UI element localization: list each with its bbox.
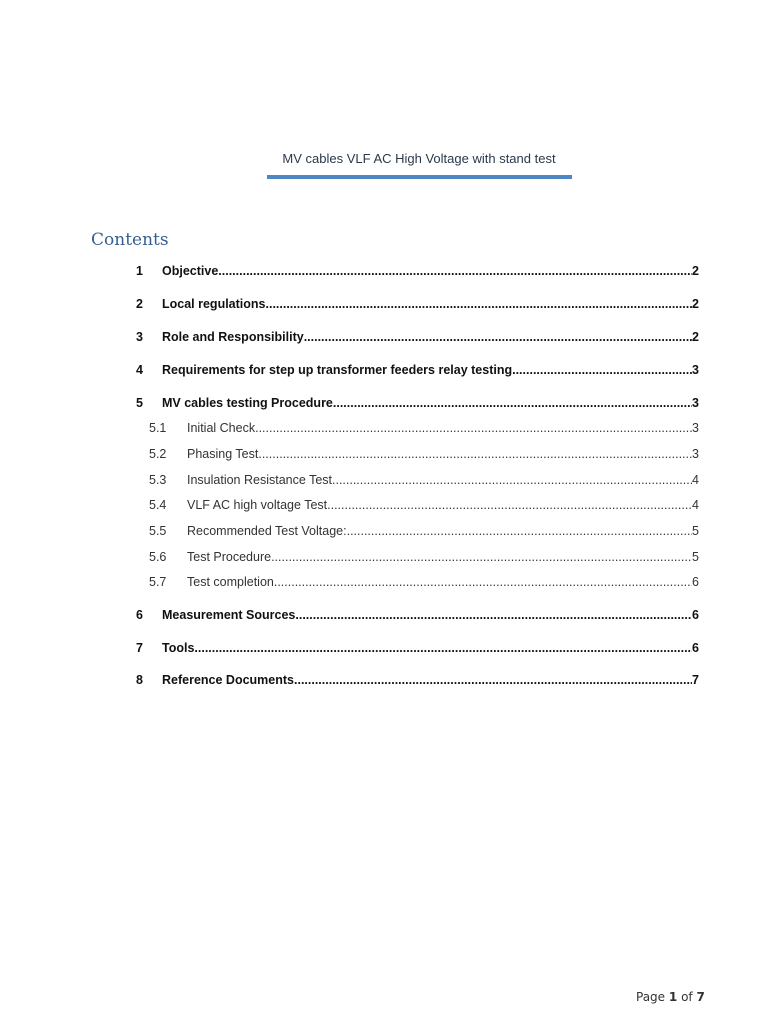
toc-entry-7[interactable]	[0, 641, 768, 659]
toc-number: 5.3	[149, 473, 167, 487]
toc-leader	[347, 524, 692, 538]
toc-page: 3	[692, 396, 699, 410]
toc-entry-5-4[interactable]	[0, 498, 768, 516]
toc-entry-5-7[interactable]	[0, 575, 768, 593]
document-title: MV cables VLF AC High Voltage with stand test	[282, 151, 556, 166]
toc-label[interactable]: MV cables testing Procedure	[162, 396, 333, 410]
toc-number: 3	[136, 330, 143, 344]
toc-label[interactable]: Phasing Test	[187, 447, 259, 461]
toc-entry-8[interactable]	[0, 673, 768, 691]
footer-total-pages: 7	[696, 990, 705, 1004]
toc-leader	[295, 608, 692, 622]
footer-current-page: 1	[668, 990, 678, 1004]
toc-entry-5-3[interactable]	[0, 473, 768, 491]
toc-leader	[294, 673, 692, 687]
toc-page: 6	[692, 575, 699, 589]
toc-label[interactable]: Initial Check	[187, 421, 256, 435]
toc-leader	[332, 473, 692, 487]
footer-page-word: Page	[636, 990, 666, 1004]
toc-number: 5.7	[149, 575, 167, 589]
toc-entry-1[interactable]	[0, 264, 768, 282]
toc-leader	[274, 575, 692, 589]
toc-page: 4	[692, 498, 699, 512]
toc-entry-5-1[interactable]	[0, 421, 768, 439]
toc-leader	[266, 297, 693, 311]
toc-label[interactable]: Role and Responsibility	[162, 330, 304, 344]
toc-number: 5.1	[149, 421, 167, 435]
toc-entry-5-6[interactable]	[0, 550, 768, 568]
toc-leader	[271, 550, 692, 564]
toc-leader	[304, 330, 692, 344]
toc-entry-5[interactable]	[0, 396, 768, 414]
toc-leader	[255, 421, 692, 435]
toc-label[interactable]: Measurement Sources	[162, 608, 296, 622]
toc-label[interactable]: VLF AC high voltage Test	[187, 498, 328, 512]
toc-entry-3[interactable]	[0, 330, 768, 348]
toc-page: 3	[692, 363, 699, 377]
footer-of-word: of	[681, 990, 693, 1004]
toc-label[interactable]: Local regulations	[162, 297, 266, 311]
toc-leader	[333, 396, 692, 410]
toc-page: 4	[692, 473, 699, 487]
toc-number: 4	[136, 363, 143, 377]
toc-page: 2	[692, 264, 699, 278]
toc-entry-2[interactable]	[0, 297, 768, 315]
toc-number: 5.4	[149, 498, 167, 512]
toc-label[interactable]: Tools	[162, 641, 195, 655]
toc-leader	[327, 498, 692, 512]
toc-page: 5	[692, 524, 699, 538]
toc-entry-5-5[interactable]	[0, 524, 768, 542]
contents-heading: Contents	[91, 230, 169, 250]
toc-number: 5.2	[149, 447, 167, 461]
toc-leader	[194, 641, 692, 655]
toc-page: 6	[692, 641, 699, 655]
toc-number: 1	[136, 264, 143, 278]
toc-entry-4[interactable]	[0, 363, 768, 381]
toc-leader	[218, 264, 692, 278]
toc-number: 5	[136, 396, 143, 410]
toc-label[interactable]: Objective	[162, 264, 219, 278]
toc-page: 2	[692, 330, 699, 344]
page-footer	[636, 990, 705, 1004]
toc-label[interactable]: Requirements for step up transformer feeders relay testing	[162, 363, 513, 377]
toc-number: 7	[136, 641, 143, 655]
toc-number: 8	[136, 673, 143, 687]
toc-page: 3	[692, 421, 699, 435]
toc-entry-6[interactable]	[0, 608, 768, 626]
toc-page: 7	[692, 673, 699, 687]
toc-page: 3	[692, 447, 699, 461]
toc-page: 2	[692, 297, 699, 311]
toc-label[interactable]: Test completion	[187, 575, 274, 589]
toc-label[interactable]: Test Procedure	[187, 550, 272, 564]
toc-number: 2	[136, 297, 143, 311]
toc-page: 6	[692, 608, 699, 622]
toc-number: 6	[136, 608, 143, 622]
toc-label[interactable]: Recommended Test Voltage:	[187, 524, 347, 538]
toc-leader	[258, 447, 692, 461]
toc-label[interactable]: Insulation Resistance Test	[187, 473, 332, 487]
title-underline	[267, 175, 572, 179]
toc-page: 5	[692, 550, 699, 564]
toc-number: 5.6	[149, 550, 167, 564]
toc-entry-5-2[interactable]	[0, 447, 768, 465]
toc-label[interactable]: Reference Documents	[162, 673, 294, 687]
toc-number: 5.5	[149, 524, 167, 538]
toc-leader	[512, 363, 692, 377]
